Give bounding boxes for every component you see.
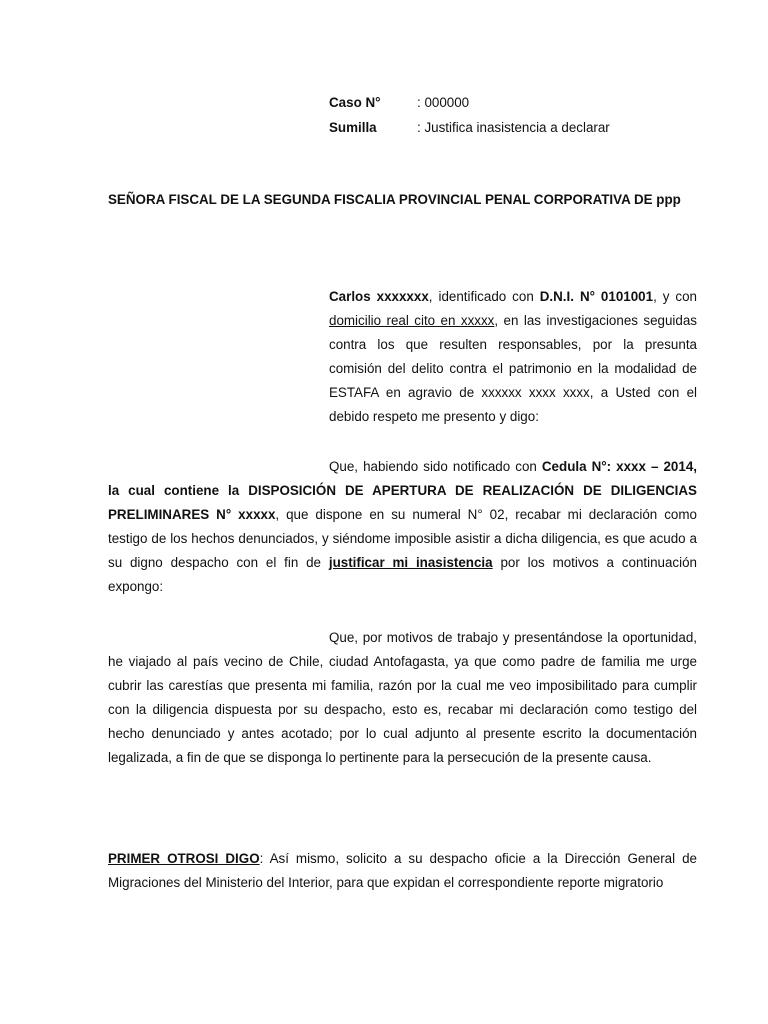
p1-text-3: por los motivos a continuación expongo: xyxy=(108,555,697,594)
case-number-label: Caso N° xyxy=(329,95,381,110)
otrosi-label: PRIMER OTROSI DIGO xyxy=(108,851,260,866)
notification-paragraph xyxy=(108,455,697,599)
p1-text-1: Que, habiendo sido notificado con xyxy=(329,459,542,474)
intro-text-1: , identificado con xyxy=(428,289,540,304)
p1-bold-reference: Cedula N°: xxxx – 2014, la cual contiene la DISPOSICIÓN DE APERTURA DE REALIZACIÓN DE DILIGENCIAS PRELIMINARES N° xxxxx xyxy=(108,459,697,522)
summary-row xyxy=(329,115,610,140)
dni-number: D.N.I. N° 0101001 xyxy=(539,289,654,304)
p1-justification: justificar mi inasistencia xyxy=(328,555,493,570)
intro-paragraph xyxy=(329,285,697,429)
petitioner-name: Carlos xxxxxxx xyxy=(329,289,429,304)
p3-text: : Así mismo, solicito a su despacho oficie a la Dirección General de Migraciones del Ministerio del Interior, para que expidan el correspondiente reporte migratorio xyxy=(108,851,697,890)
p2-text: Que, por motivos de trabajo y presentándose la oportunidad, he viajado al país vecino de Chile, ciudad Antofagasta, ya que como padre de familia me urge cubrir las carestías que presenta mi familia, razón por la cual me veo imposibilitado para cumplir con la diligencia dispuesta por su despacho, esto es, recabar mi declaración como testigo del hecho denunciado y antes acotado; por lo cual adjunto al presente escrito la documentación legalizada, a fin de que se disponga lo pertinente para la persecución de la presente causa. xyxy=(108,630,697,765)
intro-text-3: , en las investigaciones seguidas contra los que resulten responsables, por la presunta comisión del delito contra el patrimonio en la modalidad de ESTAFA en agravio de xxxxxx xxxx xxxx, a Usted con el debido respeto me presento y digo: xyxy=(329,313,697,424)
domicile-address: domicilio real cito en xxxxx xyxy=(329,313,495,328)
summary-value: : Justifica inasistencia a declarar xyxy=(417,120,610,135)
otrosi-paragraph xyxy=(108,847,697,895)
case-info xyxy=(329,90,610,140)
case-number-row xyxy=(329,90,610,115)
addressee-heading: SEÑORA FISCAL DE LA SEGUNDA FISCALIA PROVINCIAL PENAL CORPORATIVA DE ppp xyxy=(108,192,681,207)
case-number-value: : 000000 xyxy=(417,95,470,110)
intro-text-2: , y con xyxy=(653,289,698,304)
summary-label: Sumilla xyxy=(329,120,377,135)
p1-text-2: , que dispone en su numeral N° 02, recabar mi declaración como testigo de los hechos denunciados, y siéndome imposible asistir a dicha diligencia, es que acudo a su digno despacho con el fin de xyxy=(108,507,697,570)
reasons-paragraph xyxy=(108,626,697,770)
